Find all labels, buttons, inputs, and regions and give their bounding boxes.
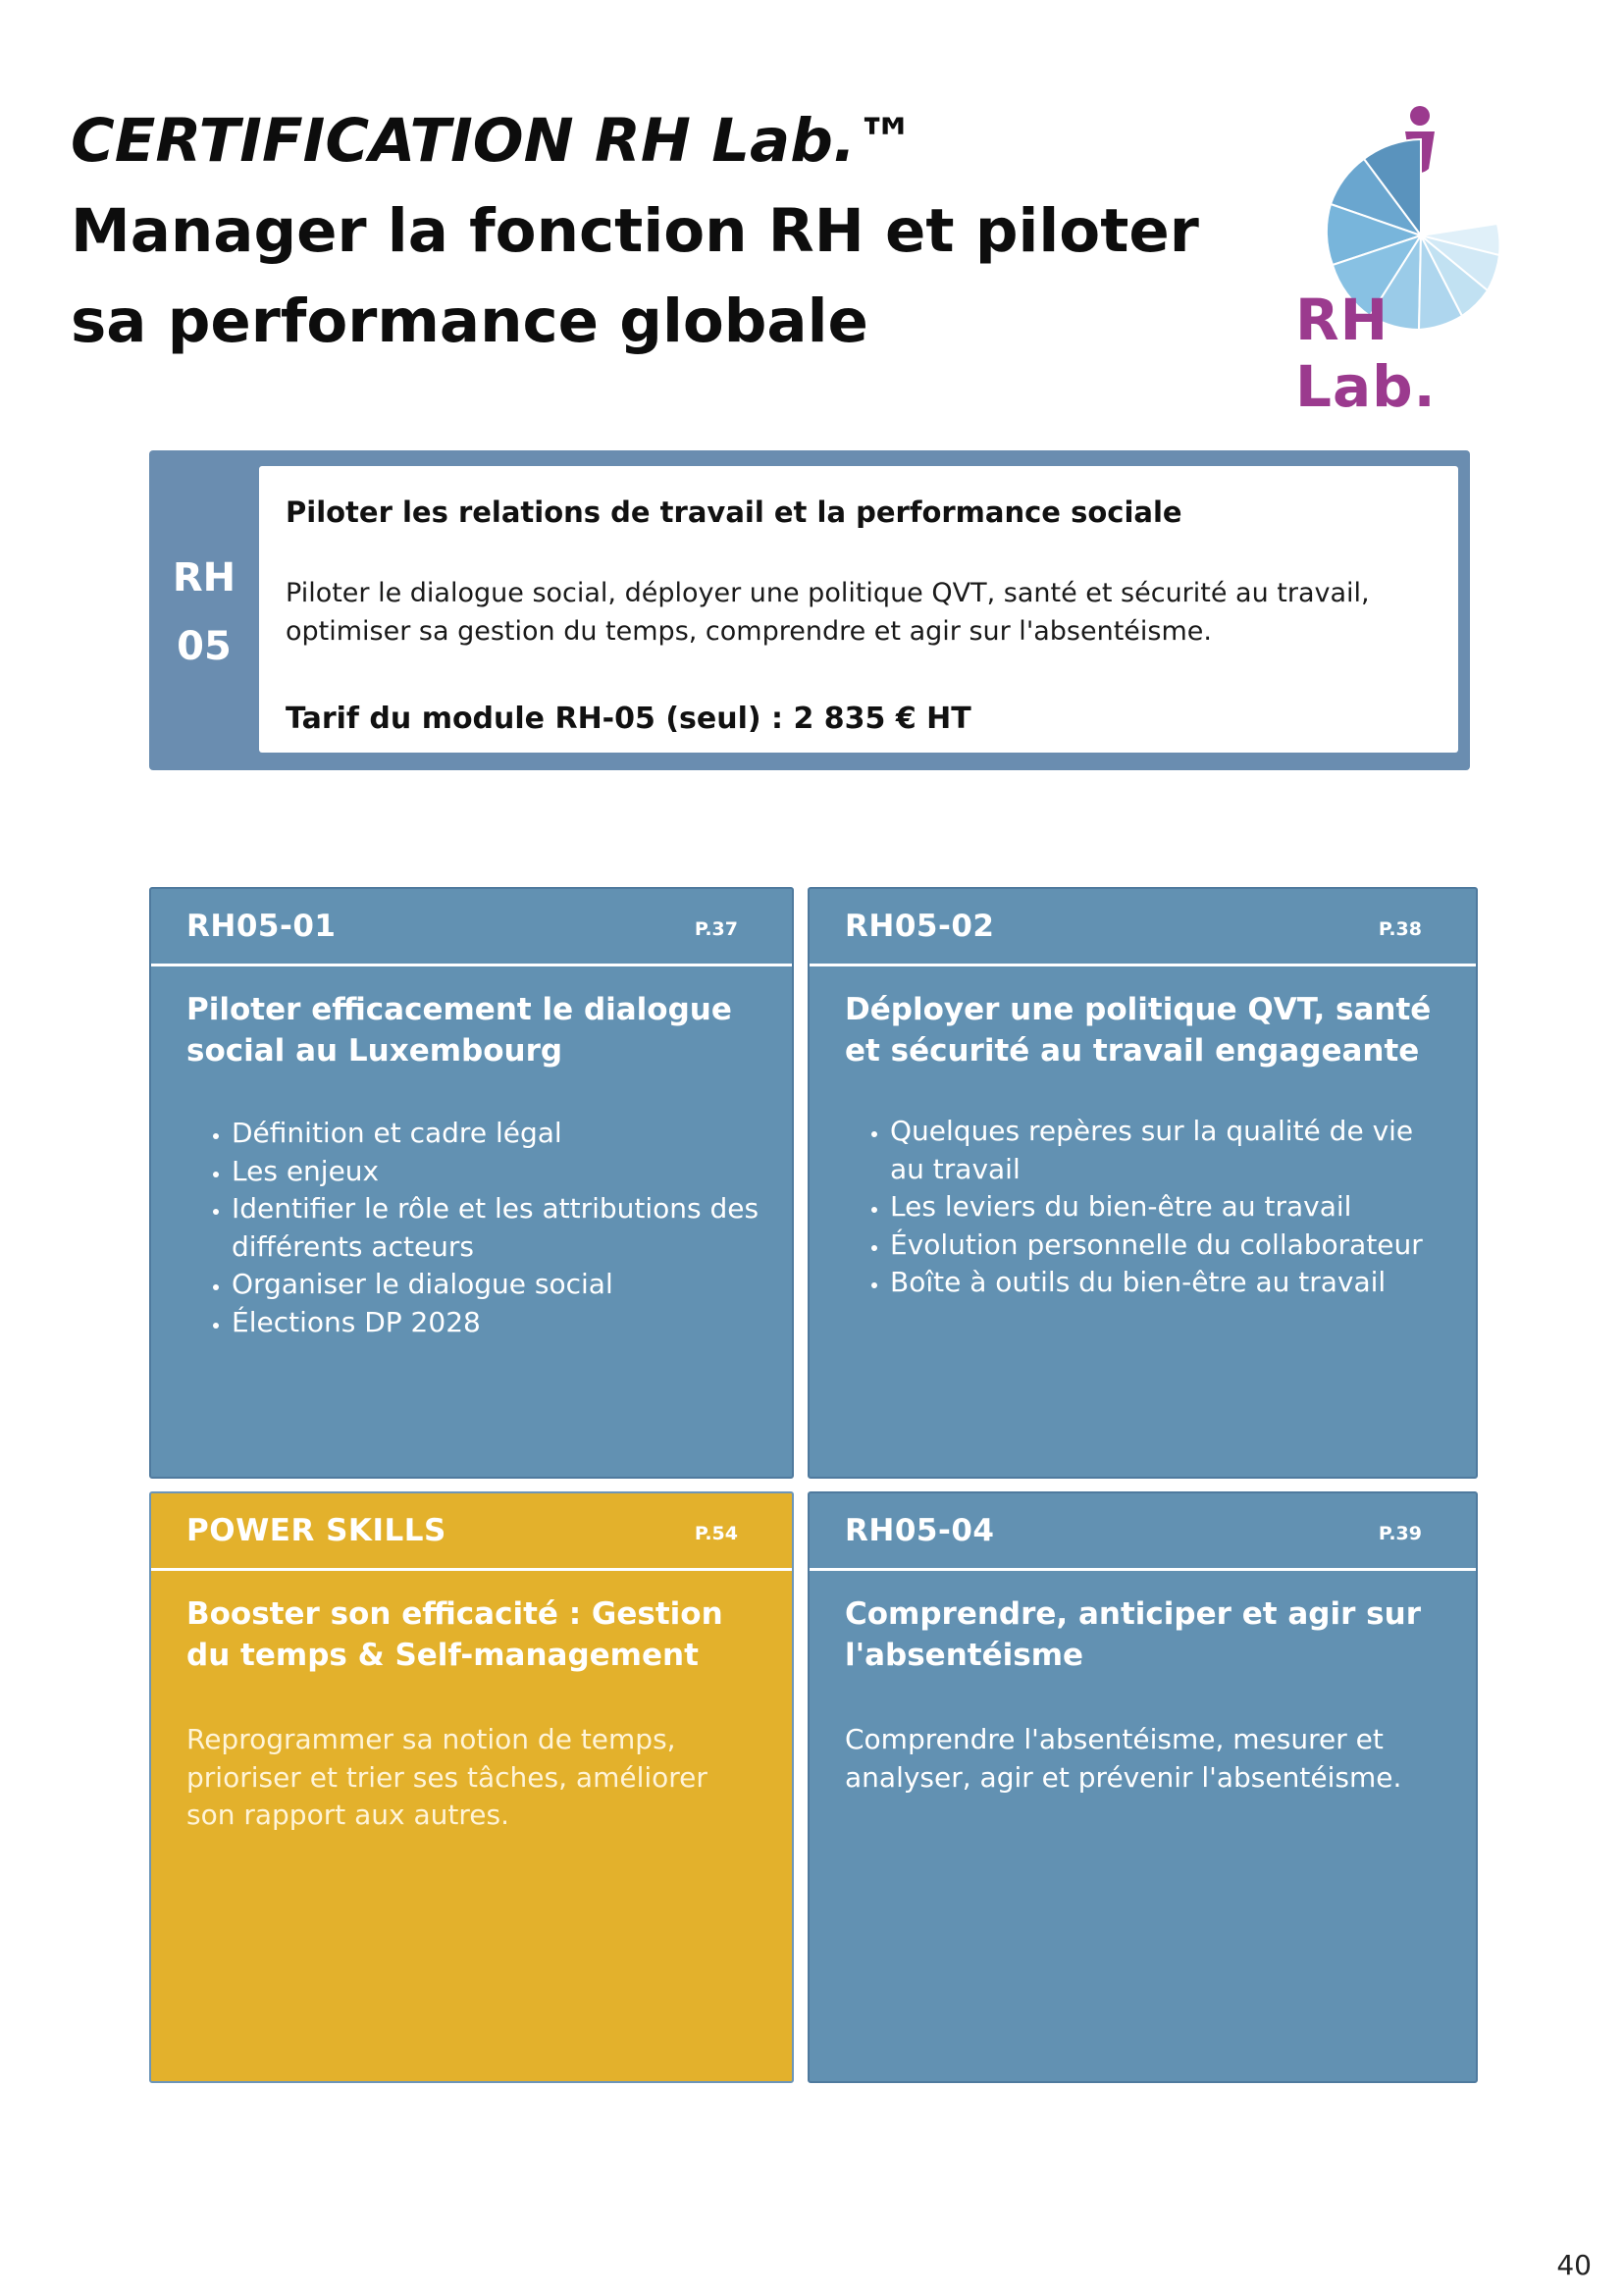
- list-item: • Définition et cadre légal: [232, 1115, 762, 1153]
- card-description: Comprendre l'absentéisme, mesurer et analyser, agir et prévenir l'absentéisme.: [845, 1723, 1402, 1794]
- list-item: • Élections DP 2028: [232, 1304, 762, 1342]
- title-line-3: sa performance globale: [71, 287, 868, 356]
- module-title: Piloter les relations de travail et la performance sociale: [286, 496, 1182, 529]
- card-header: [810, 889, 1476, 966]
- card-id: RH05-01: [186, 909, 337, 944]
- module-price: Tarif du module RH-05 (seul) : 2 835 € HT: [286, 702, 971, 736]
- card-header: [810, 1493, 1476, 1571]
- course-card-rh05-04[interactable]: [808, 1491, 1478, 2083]
- list-item: • Quelques repères sur la qualité de vie au travail: [890, 1113, 1446, 1188]
- list-item: • Les leviers du bien-être au travail: [890, 1188, 1446, 1226]
- card-page-ref: P.54: [694, 1523, 738, 1544]
- list-item: • Identifier le rôle et les attributions des différents acteurs: [232, 1190, 762, 1266]
- title-line-2: Manager la fonction RH et piloter: [71, 196, 1199, 266]
- list-item: • Évolution personnelle du collaborateur: [890, 1226, 1446, 1265]
- list-item: • Boîte à outils du bien-être au travail: [890, 1264, 1446, 1302]
- module-rh05: [149, 450, 1470, 770]
- card-id: RH05-04: [845, 1513, 995, 1548]
- card-title: Piloter efficacement le dialogue social au Luxembourg: [186, 992, 732, 1069]
- card-title: Déployer une politique QVT, santé et sécurité au travail engageante: [845, 992, 1432, 1069]
- card-id: RH05-02: [845, 909, 995, 944]
- logo-text: RH Lab.: [1295, 287, 1437, 420]
- card-bullet-list: [186, 1115, 762, 1341]
- card-id: POWER SKILLS: [186, 1513, 446, 1548]
- list-item: • Les enjeux: [232, 1153, 762, 1191]
- title-certification: CERTIFICATION RH Lab.™: [71, 106, 917, 176]
- course-card-power-skills[interactable]: [149, 1491, 794, 2083]
- card-header: [151, 1493, 792, 1571]
- page-title: [71, 96, 1229, 367]
- card-title: Comprendre, anticiper et agir sur l'absentéisme: [845, 1596, 1421, 1673]
- module-panel: [259, 466, 1458, 753]
- page-number: 40: [1556, 2249, 1592, 2281]
- card-page-ref: P.37: [694, 918, 738, 940]
- card-page-ref: P.39: [1378, 1523, 1422, 1544]
- card-description: Reprogrammer sa notion de temps, prioriser et trier ses tâches, améliorer son rapport aux autres.: [186, 1723, 707, 1831]
- card-title: Booster son efficacité : Gestion du temps & Self-management: [186, 1596, 723, 1673]
- list-item: • Organiser le dialogue social: [232, 1266, 762, 1304]
- card-bullet-list: [845, 1113, 1446, 1302]
- module-code-line1: RH: [172, 555, 236, 600]
- course-card-rh05-01[interactable]: [149, 887, 794, 1479]
- module-code: [149, 544, 259, 681]
- module-code-line2: 05: [177, 624, 232, 669]
- card-page-ref: P.38: [1378, 918, 1422, 940]
- card-header: [151, 889, 792, 966]
- course-card-rh05-02[interactable]: [808, 887, 1478, 1479]
- module-description: Piloter le dialogue social, déployer une politique QVT, santé et sécurité au travail, optimiser sa gestion du temps, comprendre et agir sur l'absentéisme.: [286, 578, 1370, 647]
